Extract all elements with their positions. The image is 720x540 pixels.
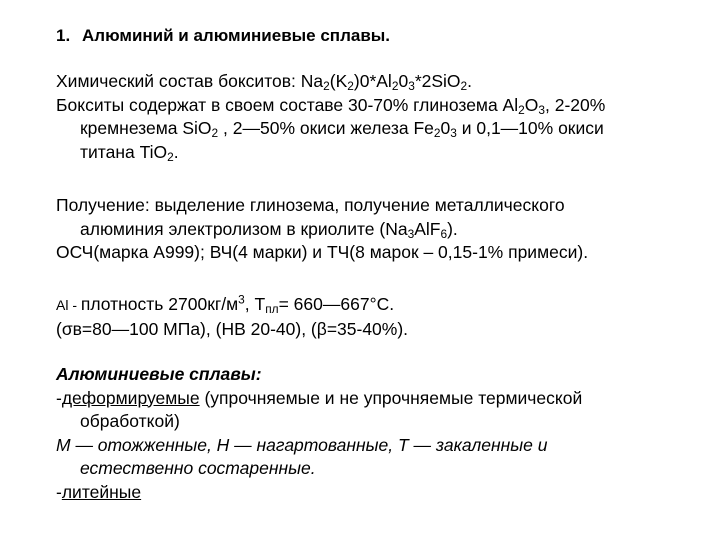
composition-line-3: кремнезема SiO$_2$ , 2—50% окиси железа $Fe_20_3$ и 0,1—10% окиси (80, 118, 604, 140)
composition-line-1: Химический состав бокситов: $Na_2(K_2)0*Al_20_3*2SiO_2$. (56, 71, 473, 93)
title-text: Алюминий и алюминиевые сплавы. (82, 26, 391, 45)
alloys-paragraph (56, 363, 696, 504)
production-line-3: ОСЧ(марка А999); ВЧ(4 марки) и ТЧ(8 марок – 0,15-1% примеси). (56, 242, 589, 262)
title-number: 1. (56, 26, 71, 45)
cast-link: литейные (61, 481, 142, 502)
production-line-2: алюминия электролизом в криолите $(Na_3AlF_6)$. (80, 218, 458, 241)
alloys-line-4: естественно состаренные. (80, 458, 316, 478)
slide-title (56, 25, 390, 47)
properties-paragraph (56, 293, 696, 341)
production-paragraph (56, 194, 696, 265)
alloys-line-1: -деформируемые (упрочняемые и не упрочняемые термической (56, 387, 583, 408)
composition-paragraph (56, 70, 696, 164)
alloys-line-2: обработкой) (80, 411, 180, 431)
alloys-heading: Алюминиевые сплавы: (56, 364, 262, 384)
alloys-line-3: М — отожженные, Н — нагартованные, Т — закаленные и (56, 434, 548, 455)
composition-line-4: титана TiO$_2$. (80, 141, 179, 164)
production-line-1: Получение: выделение глинозема, получение металлического (56, 195, 565, 215)
composition-line-2: Бокситы содержат в своем составе 30-70% глинозема $Al_2O_3$, 2-20% (56, 94, 606, 117)
properties-line-1: Al - плотность $2700кг/м^3$, $T_{пл}=$ 660—667°C. (56, 292, 395, 316)
alloys-line-5: -литейные (56, 481, 142, 502)
element-symbol: Al - (56, 297, 81, 313)
wrought-link: деформируемые (61, 387, 200, 408)
properties-line-2: (σв=80—100 МПа), (НВ 20-40), (β=35-40%). (56, 318, 409, 339)
